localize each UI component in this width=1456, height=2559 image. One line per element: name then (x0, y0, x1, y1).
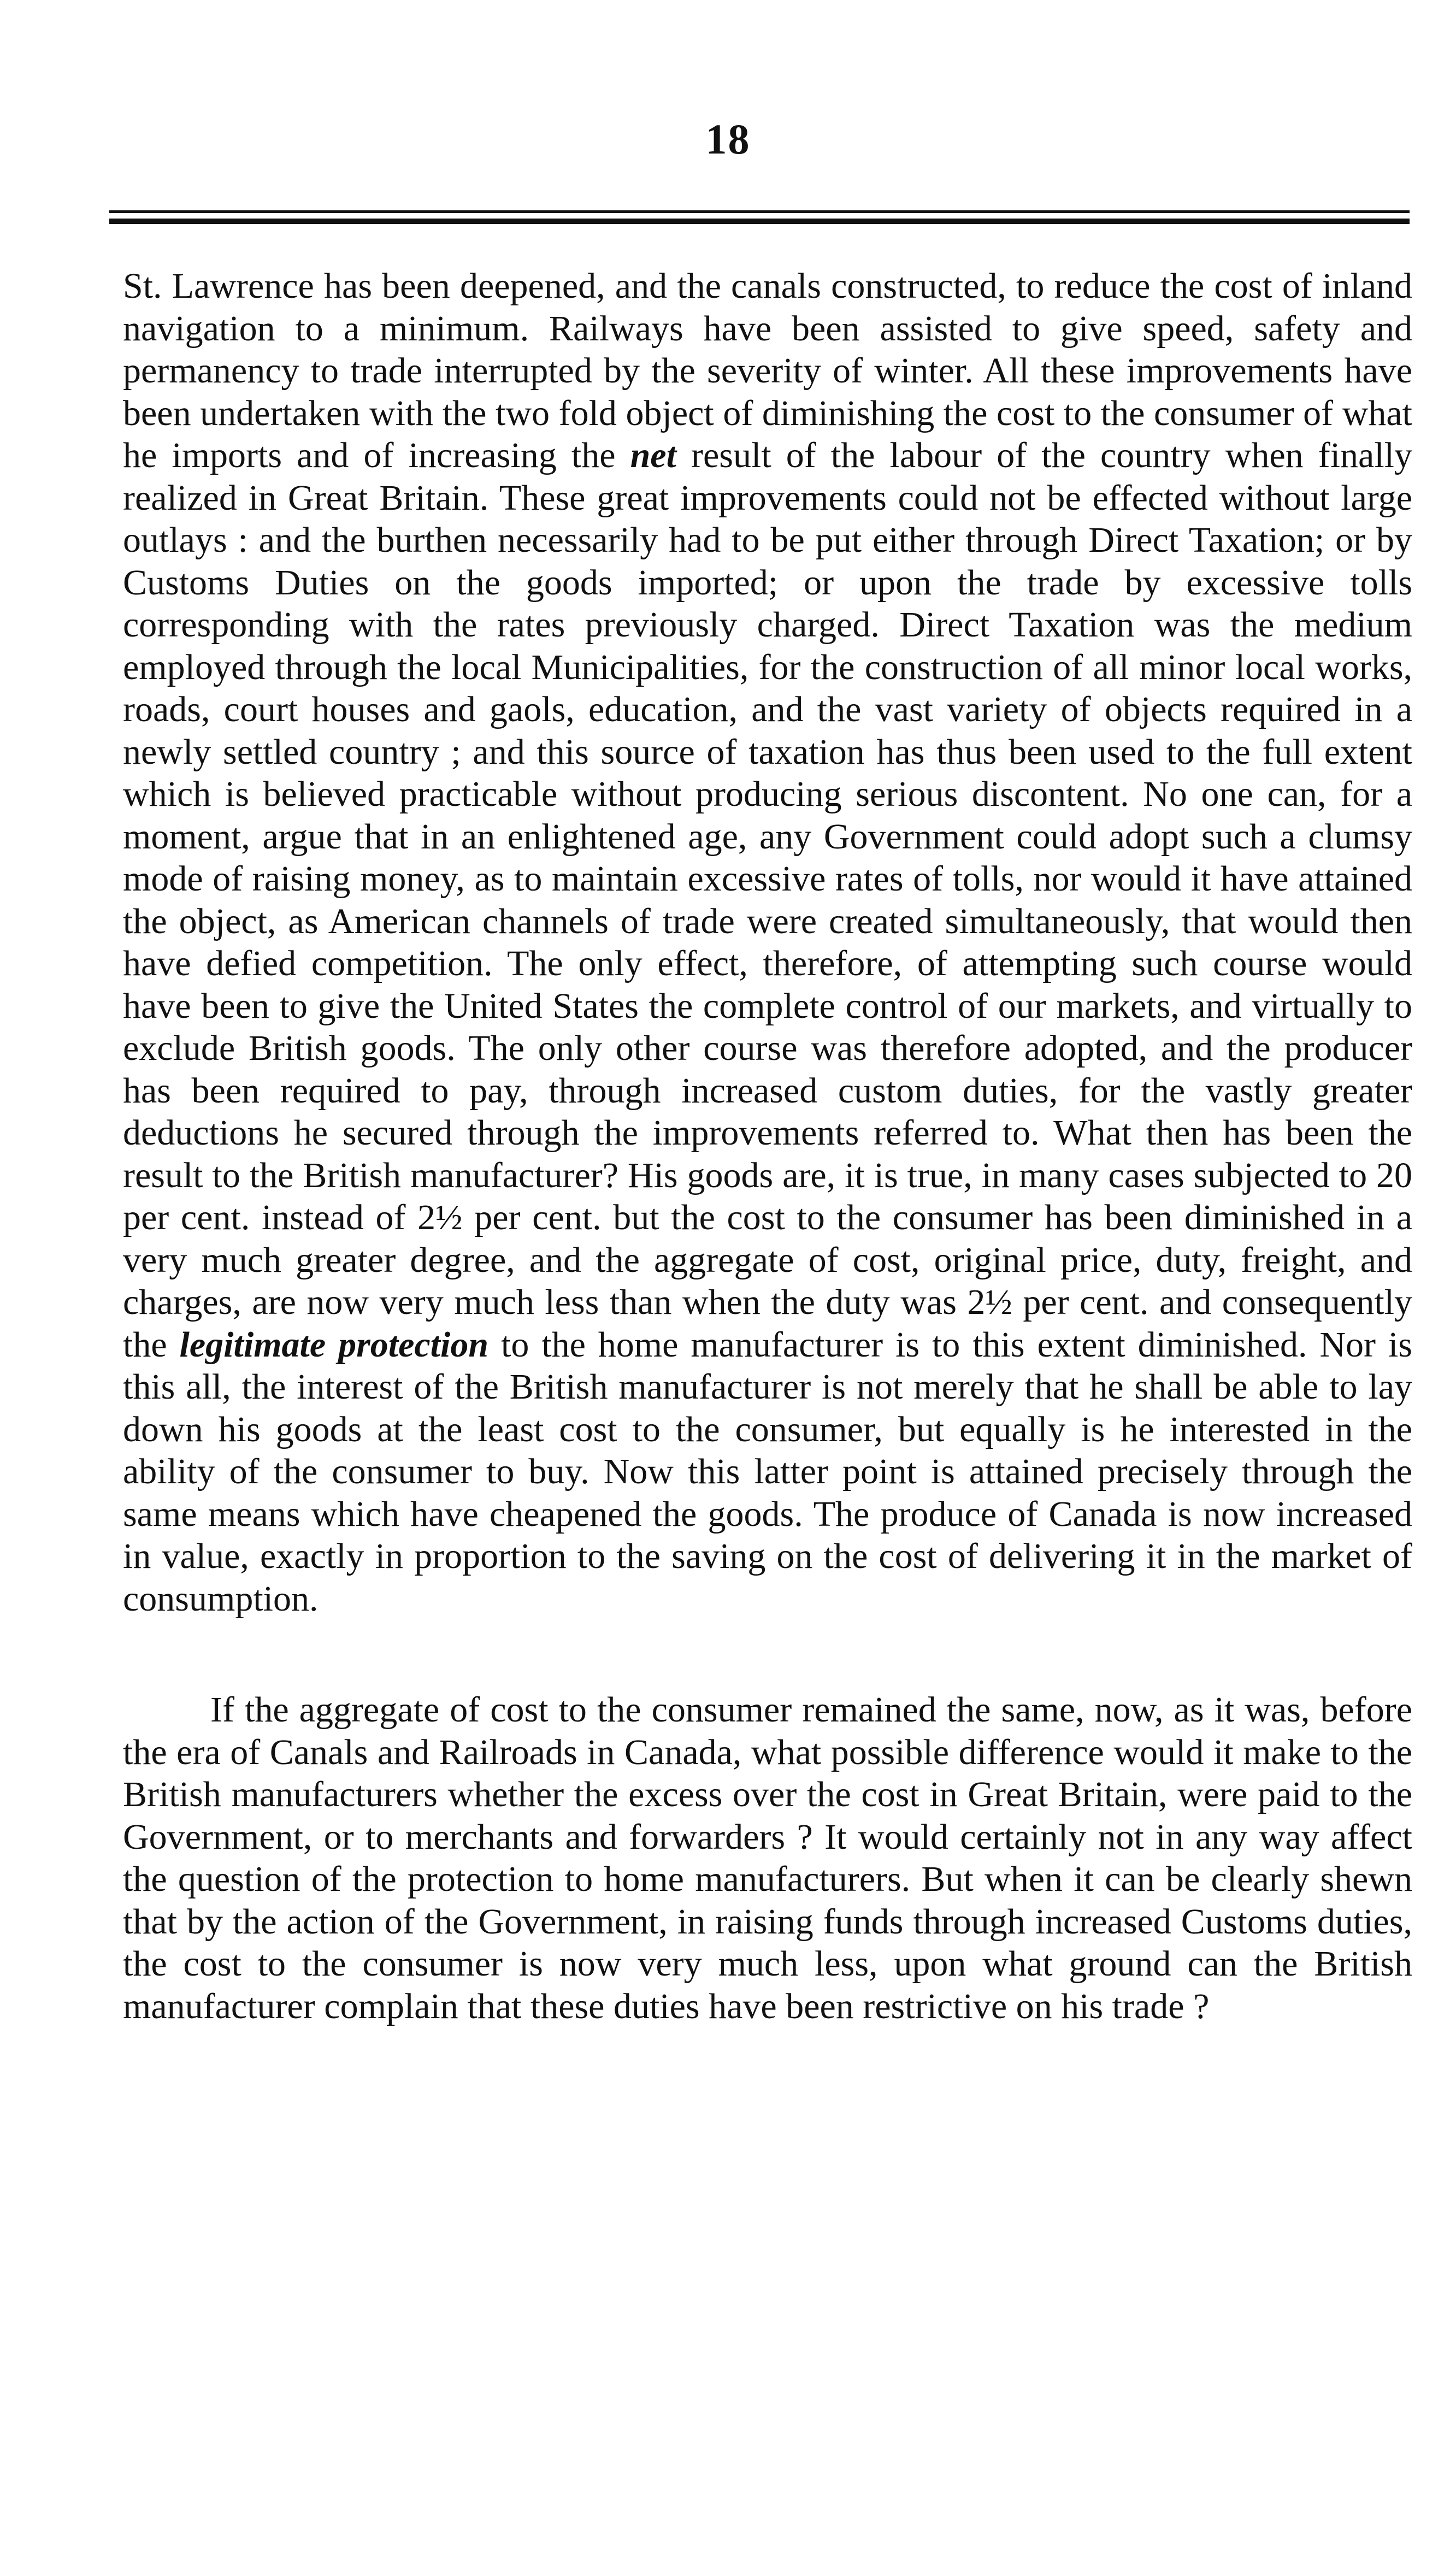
emphasis-net: net (630, 435, 676, 475)
text-run: result of the labour of the country when finally realized in Great Britain. These great improvements could not be effected without large outlays : and the burthen necessarily had to be put either through Direct Taxation; or by Customs Duties on the goods imported; or upon the trade by excessive tolls corresponding with the rates previously charged. Direct Taxation was the medium employed through the local Municipalities, for the construction of all minor local works, roads, court houses and gaols, education, and the vast variety of objects required in a newly settled country ; and this source of taxation has thus been used to the full extent which is believed practicable without producing serious discontent. No one can, for a moment, argue that in an enlightened age, any Government could adopt such a clumsy mode of raising money, as to maintain excessive rates of tolls, nor would it have attained the object, as American channels of trade were created simultaneously, that would then have defied competition. The only effect, therefore, of attempting such course would have been to give the United States the complete control of our markets, and virtually to exclude British goods. The only other course was therefore adopted, and the producer has been required to pay, through increased custom duties, for the vastly greater deductions he secured through the improvements referred to. What then has been the result to the British manufacturer? His goods are, it is true, in many cases subjected to 20 per cent. instead of 2½ per cent. but the cost to the consumer has been diminished in a very much greater degree, and the aggregate of cost, original price, duty, freight, and charges, are now very much less than when the duty was 2½ per cent. and consequently the (123, 435, 1412, 1365)
text-run: to the home manufacturer is to this extent diminished. Nor is this all, the interest of the British manufacturer is not merely that he shall be able to lay down his goods at the least cost to the consumer, but equally is he interested in the ability of the consumer to buy. Now this latter point is attained precisely through the same means which have cheapened the goods. The produce of Canada is now increased in value, exactly in proportion to the saving on the cost of delivering it in the market of consumption. (123, 1324, 1412, 1619)
page-number: 18 (705, 115, 751, 163)
text-run: If the aggregate of cost to the consumer remained the same, now, as it was, before the era of Canals and Railroads in Canada, what possible difference would it make to the British manufacturers whether the excess over the cost in Great Britain, were paid to the Government, or to merchants and forwarders ? It would certainly not in any way affect the question of the protection to home manufacturers. But when it can be clearly shewn that by the action of the Government, in raising funds through increased Customs duties, the cost to the consumer is now very much less, upon what ground can the British manufacturer complain that these duties have been restrictive on his trade ? (123, 1690, 1412, 2026)
body-text (123, 265, 1412, 2027)
emphasis-legitimate-protection: legitimate protection (179, 1324, 489, 1365)
text-run: St. Lawrence has been deepened, and the canals constructed, to reduce the cost of inland navigation to a minimum. Railways have been assisted to give speed, safety and permanency to trade interrupted by the severity of winter. All these improvements have been undertaken with the two fold object of diminishing the cost to the consumer of what he imports and of increasing the (123, 266, 1412, 475)
header-rule-thin (109, 210, 1410, 213)
header-rule-thick (109, 219, 1410, 224)
paragraph-2 (123, 1689, 1412, 2027)
paragraph-1 (123, 265, 1412, 1620)
